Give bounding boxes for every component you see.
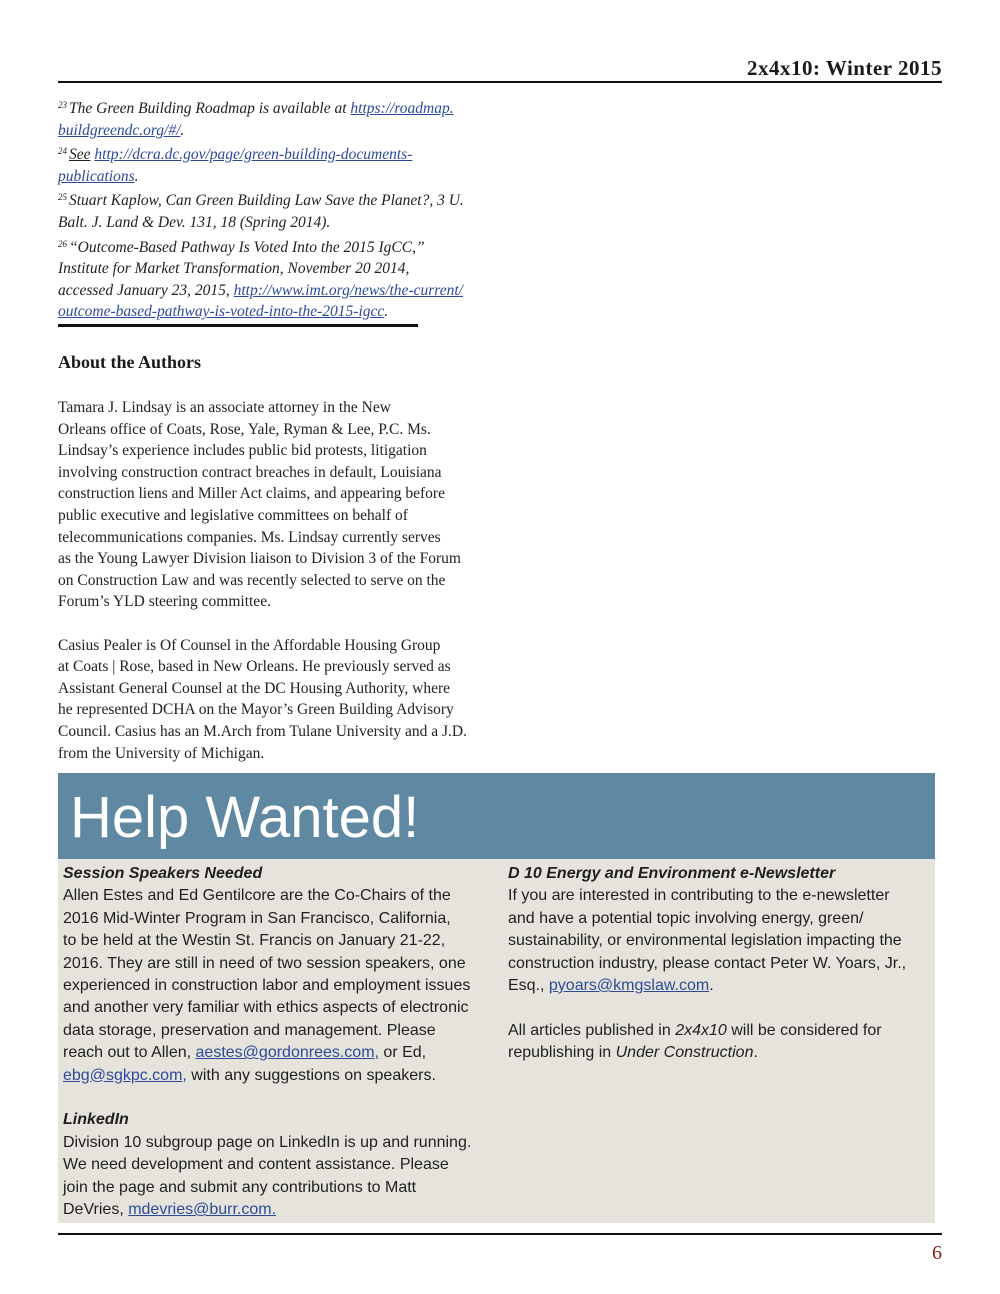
footnote-link[interactable]: https://roadmap. buildgreendc.org/#/ <box>58 100 454 139</box>
email-link-aestes[interactable]: aestes@gordonrees.com, <box>195 1044 379 1062</box>
footnote-punct: . <box>134 167 139 185</box>
footnote-26 <box>58 234 498 323</box>
linkedin-body: Division 10 subgroup page on LinkedIn is up and running. We need development and content assistance. Please join the page and submit any contributions to Matt DeVries, <box>63 1133 472 1219</box>
publication-name: Under Construction <box>615 1044 754 1062</box>
header-title: 2x4x10: Winter 2015 <box>746 56 942 80</box>
session-text: Allen Estes and Ed Gentilcore are the Co-Chairs of the 2016 Mid-Winter Program in San Francisco, California, to be held at the Westin St. Francis on January 21-22, 2016. They are still in need of two session speakers, one experienced in construction labor and employment issues and another very familiar with ethics aspects of electronic data storage, preservation and management. Please reach out to Allen, <box>63 887 471 1062</box>
session-speakers-heading: Session Speakers Needed <box>63 865 263 882</box>
help-right-column <box>508 863 928 1065</box>
email-link-mdevries[interactable]: mdevries@burr.com. <box>128 1201 277 1219</box>
session-text-end: with any suggestions on speakers. <box>186 1066 436 1084</box>
footnote-text: Stuart Kaplow, Can Green Building Law Save the Planet?, 3 U. Balt. J. Land & Dev. 131, 18 (Spring 2014). <box>58 192 464 231</box>
email-link-pyoars[interactable]: pyoars@kmgslaw.com <box>548 977 710 995</box>
help-left-column <box>63 863 495 1221</box>
energy-punct: . <box>709 977 714 995</box>
footnote-number: 23 <box>58 100 67 110</box>
footnote-text: See <box>69 146 91 164</box>
articles-pre: All articles published in <box>508 1021 676 1039</box>
about-paragraph-pealer: Casius Pealer is Of Counsel in the Affordable Housing Group at Coats | Rose, based in New Orleans. He previously served as Assistant General Counsel at the DC Housing Authority, where he represented DCHA on the Mayor’s Green Building Advisory Council. Casius has an M.Arch from Tulane University and a J.D. from the University of Michigan. <box>58 636 467 762</box>
header-rule <box>58 81 942 83</box>
articles-end: . <box>753 1044 758 1062</box>
page-number: 6 <box>932 1242 942 1264</box>
about-heading: About the Authors <box>58 352 202 372</box>
footnote-link[interactable]: http://dcra.dc.gov/page/green-building-documents- publications <box>58 146 413 185</box>
footnote-24 <box>58 141 498 187</box>
footnote-number: 24 <box>58 146 67 157</box>
footnote-link[interactable]: http://www.imt.org/news/the-current/ outcome-based-pathway-is-voted-into-the-2015-igcc <box>58 281 463 321</box>
articles-republish-text <box>508 1020 928 1065</box>
footnote-number: 26 <box>58 238 67 249</box>
footnote-number: 25 <box>58 192 67 203</box>
help-wanted-title: Help Wanted! <box>70 785 420 850</box>
email-link-ebg[interactable]: ebg@sgkpc.com, <box>63 1066 187 1084</box>
footnote-25 <box>58 187 498 233</box>
footnote-rule <box>58 324 418 327</box>
footer-rule <box>58 1233 942 1235</box>
footnote-punct: . <box>384 303 389 321</box>
linkedin-text <box>63 1132 495 1222</box>
about-paragraph-lindsay: Tamara J. Lindsay is an associate attorney in the New Orleans office of Coats, Rose, Yale, Ryman & Lee, P.C. Ms. Lindsay’s experience includes public bid protests, litigation involving construction contract breaches in default, Louisiana construction liens and Miller Act claims, and appearing before public executive and legislative committees on behalf of telecommunications companies. Ms. Lindsay currently serves as the Young Lawyer Division liaison to Division 3 of the Forum on Construction Law and was recently selected to serve on the Forum’s YLD steering committee. <box>58 399 461 611</box>
energy-body: If you are interested in contributing to the e-newsletter and have a potential topic involving energy, green/ sustainability, or environmental legislation impacting the construction industry, please contact Peter W. Yoars, Jr., Esq., <box>508 887 907 995</box>
energy-newsletter-text <box>508 885 928 997</box>
articles-mid: will be considered for republishing in <box>508 1021 882 1062</box>
session-speakers-text <box>63 885 495 1087</box>
energy-newsletter-heading: D 10 Energy and Environment e-Newsletter <box>508 865 836 882</box>
publication-name: 2x4x10 <box>675 1021 727 1039</box>
session-text-mid: or Ed, <box>383 1044 427 1062</box>
linkedin-heading: LinkedIn <box>63 1111 129 1129</box>
help-wanted-banner <box>58 773 935 859</box>
footnotes <box>58 95 498 323</box>
help-wanted-body <box>58 859 935 1223</box>
footnote-text: The Green Building Roadmap is available at <box>69 100 351 117</box>
footnote-text: “Outcome-Based Pathway Is Voted Into the 2015 IgCC,” Institute for Market Transformation, November 20 2014, accessed January 23, 2015, <box>58 238 425 299</box>
footnote-23 <box>58 95 498 141</box>
about-section <box>58 397 498 764</box>
footnote-punct: . <box>180 121 185 139</box>
